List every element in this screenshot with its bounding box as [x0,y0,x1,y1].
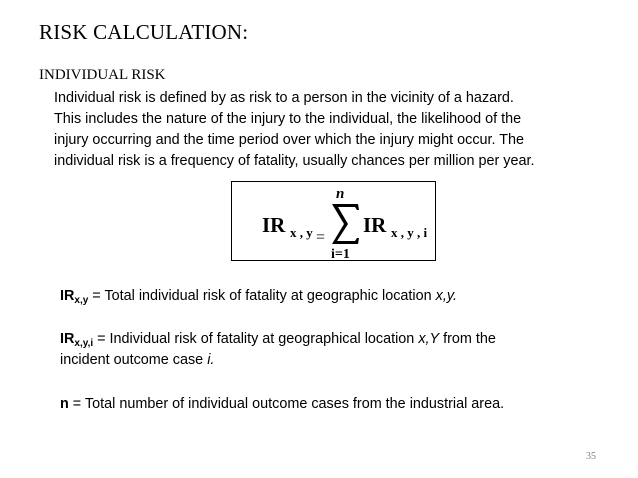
variable-symbol: n [60,396,69,412]
variable-symbol: $IR_{x,y,i}$ [60,331,94,349]
definition-line: This includes the nature of the injury to the individual, the likelihood of the [54,111,522,127]
sum-upper-limit: n [336,186,345,202]
variable-description: incident outcome case [60,352,208,368]
variable-description-tail: from the [439,331,496,347]
variable-subscript: x,y [74,295,89,306]
slide-title: RISK CALCULATION: [39,20,249,44]
formula-equation [232,182,437,262]
variable-description: = Total number of individual outcome cases from the industrial area. [68,396,505,412]
definition-line: individual risk is a frequency of fatality, usually chances per million per year. [54,153,535,169]
variable-definition-ir-xyi [60,331,496,349]
summation-sign-icon [332,204,359,244]
variable-description: = Total individual risk of fatality at geographic location [88,288,436,304]
section-heading: INDIVIDUAL RISK [39,67,166,83]
variable-symbol: $IR_{x,y}$ [60,288,89,306]
formula-rhs-subscript: x , y , i [391,225,428,240]
formula-rhs-symbol: IR [363,213,387,237]
definition-paragraph [54,88,614,172]
definition-line: injury occurring and the time period over which the injury might occur. The [54,132,525,148]
variable-description: = Individual risk of fatality at geographical location [93,331,419,347]
definition-line: Individual risk is defined by as risk to a person in the vicinity of a hazard. [54,90,514,106]
variable-definition-continuation [60,352,214,368]
formula-box [231,181,436,261]
variable-emphasis: x,Y [418,331,440,347]
variable-definition-n [60,396,504,412]
page-number: 35 [586,451,596,462]
formula-equals: = [316,229,326,246]
variable-subscript: x,y,i [74,338,94,349]
variable-emphasis: i. [207,352,215,368]
variable-definition-ir-xy [60,288,457,306]
sum-lower-limit: i=1 [331,247,350,262]
variable-emphasis: x,y. [435,288,457,304]
formula-lhs-symbol: IR [262,213,286,237]
formula-lhs-subscript: x , y [290,225,313,240]
